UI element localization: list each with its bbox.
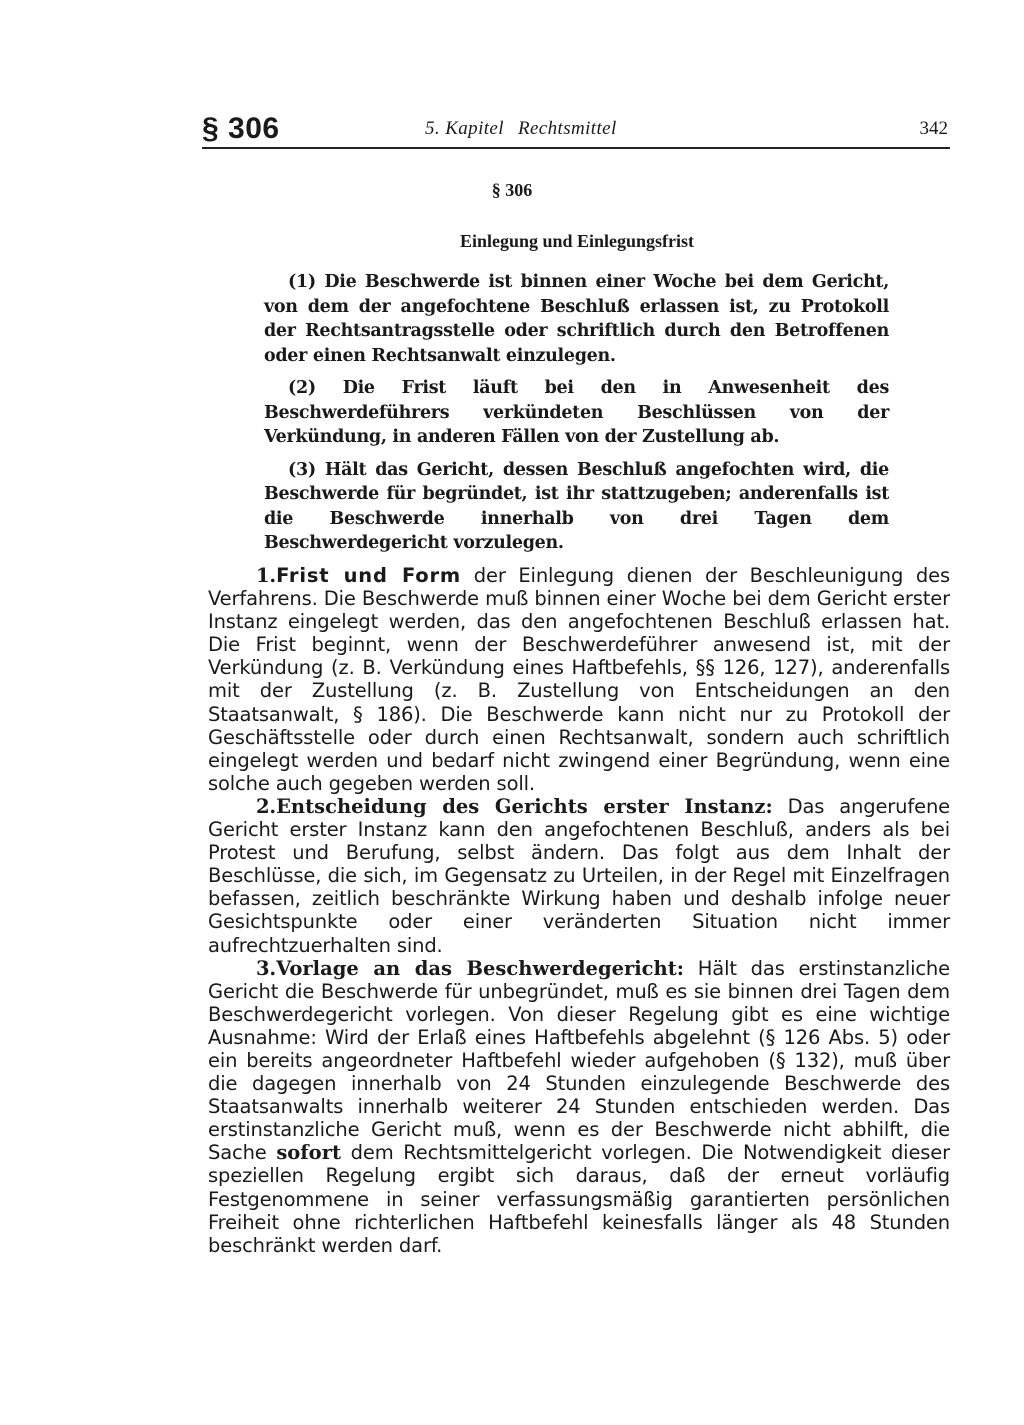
commentary-heading: Entscheidung des Gerichts erster Instanz: (276, 794, 773, 818)
commentary-heading: Vorlage an das Beschwerdegericht: (276, 956, 684, 980)
commentary-number: 2. (256, 794, 277, 818)
header-section-number: § 306 (202, 112, 280, 145)
law-paragraph: (1) Die Beschwerde ist binnen einer Woche bei dem Gericht, von dem der angefochtene Beschluß erlassen ist, zu Protokoll der Rechtsantragsstelle oder schriftlich durch den Betroffenen oder einen Rechtsanwalt einzulegen. (264, 272, 889, 366)
header-chapter-number: 5. Kapitel (425, 118, 504, 139)
header-rule (202, 147, 950, 149)
commentary-text: Das angerufene Gericht erster Instanz kann den angefochtenen Beschluß, anders als bei Protest und Berufung, selbst ändern. Das folgt aus dem Inhalt der Beschlüsse, die sich, im Gegensatz zu Urteilen, in der Regel mit Einzelfragen befassen, zeitlich beschränkte Wirkung haben und deshalb infolge neuer Gesichtspunkte oder einer veränderten Situation nicht immer aufrechtzuerhalten sind. (208, 794, 950, 957)
law-section-heading: § 306 (491, 180, 533, 200)
commentary-text: der Einlegung dienen der Beschleunigung des Verfahrens. Die Beschwerde muß binnen einer Woche bei dem Gericht erster Instanz eingelegt werden, das den angefochtenen Beschluß erlassen hat. Die Frist beginnt, wenn der Beschwerdeführer anwesend ist, mit der Verkündung (z. B. Verkündung eines Haftbefehls, §§ 126, 127), anderenfalls mit der Zustellung (z. B. Zustellung von Entscheidungen an den Staatsanwalt, § 186). Die Beschwerde kann nicht nur zu Protokoll der Geschäftsstelle oder durch einen Rechtsanwalt, sondern auch schriftlich eingelegt werden und bedarf nicht zwingend einer Begründung, wenn eine solche auch gegeben werden soll. (208, 564, 951, 795)
commentary-item (208, 564, 950, 795)
law-text (264, 270, 889, 564)
commentary-item (208, 957, 950, 1257)
commentary-number: 1. (256, 564, 277, 587)
commentary-item (208, 795, 950, 957)
header-chapter-title: Rechtsmittel (517, 118, 617, 139)
running-header (202, 112, 950, 152)
law-paragraph: (2) Die Frist läuft bei den in Anwesenheit des Beschwerdeführers verkündeten Beschlüssen von der Verkündung, in anderen Fällen von der Zustellung ab. (264, 378, 889, 447)
commentary-emphasis: sofort (276, 1141, 341, 1165)
law-paragraph: (3) Hält das Gericht, dessen Beschluß angefochten wird, die Beschwerde für begründet, ist ihr stattzugeben; anderenfalls ist die Beschwerde innerhalb von drei Tagen dem Beschwerdegericht vorzulegen. (264, 459, 889, 553)
commentary (208, 564, 950, 1257)
commentary-text: Hält das erstinstanzliche Gericht die Beschwerde für unbegründet, muß es sie binnen drei Tagen dem Beschwerdegericht vorlegen. Von dieser Regelung gibt es eine wichtige Ausnahme: Wird der Erlaß eines Haftbefehls abgelehnt (§ 126 Abs. 5) oder ein bereits angeordneter Haftbefehl wieder aufgehoben (§ 132), muß über die dagegen innerhalb von 24 Stunden einzulegende Beschwerde des Staatsanwalts innerhalb weiterer 24 Stunden entschieden werden. Das erstinstanzliche Gericht muß, wenn es der Beschwerde nicht abhilft, die Sache (208, 956, 950, 1165)
commentary-text: dem Rechtsmittelgericht vorlegen. Die Notwendigkeit dieser speziellen Regelung ergibt sich daraus, daß der erneut vorläufig Festgenommene in seiner verfassungsmäßig garantierten persönlichen Freiheit ohne richterlichen Haftbefehl keinesfalls länger als 48 Stunden beschränkt werden darf. (208, 1141, 951, 1257)
commentary-number: 3. (256, 956, 277, 980)
law-title: Einlegung und Einlegungsfrist (459, 231, 695, 251)
page-number: 342 (919, 118, 948, 139)
header-chapter (425, 118, 617, 140)
commentary-heading: Frist und Form (276, 564, 462, 587)
